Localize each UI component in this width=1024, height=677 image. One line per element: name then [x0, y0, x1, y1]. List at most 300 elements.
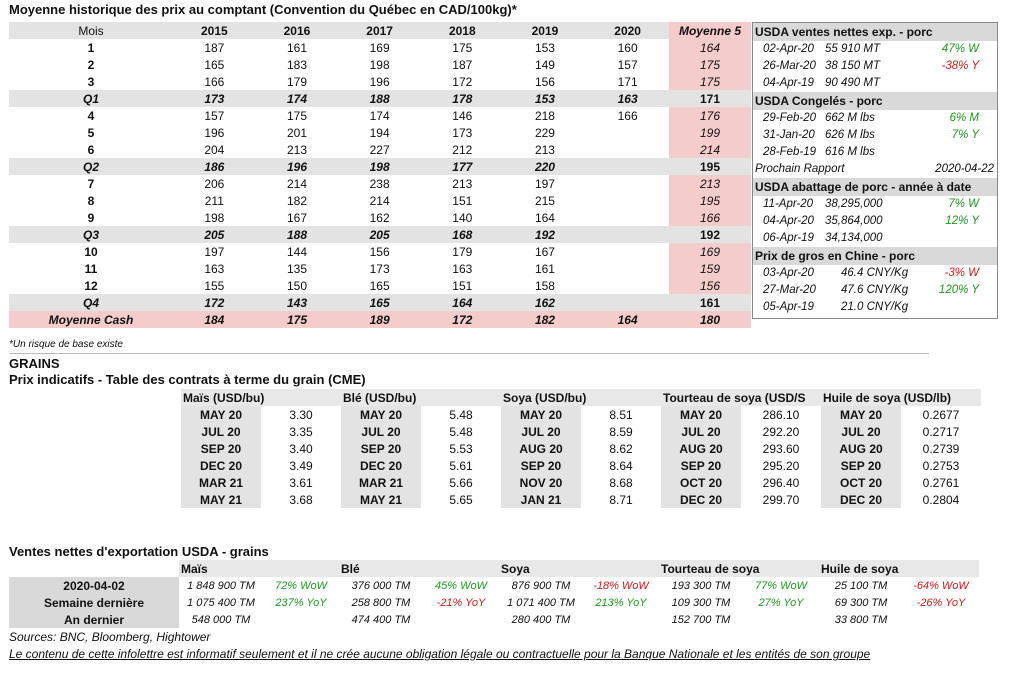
- export-row-label: An dernier: [9, 611, 179, 628]
- side-row: [753, 75, 997, 92]
- side-change: 7% Y: [951, 129, 979, 141]
- hist-cell: 196: [256, 158, 339, 175]
- futures-price: 292.20: [762, 424, 800, 439]
- side-s3-title: USDA abattage de porc - année à date: [753, 178, 997, 196]
- futures-price: 296.40: [762, 475, 800, 490]
- futures-month: OCT 20: [661, 474, 741, 491]
- side-date: 29-Feb-20: [763, 112, 817, 124]
- hist-cell: 214: [669, 141, 751, 158]
- hist-header-cell: Mois: [9, 22, 173, 39]
- futures-month: MAY 20: [181, 406, 261, 423]
- export-col-header: Blé: [339, 560, 499, 577]
- hist-cell: 198: [369, 57, 390, 72]
- hist-cell: 156: [534, 74, 555, 89]
- export-change: [263, 611, 339, 628]
- side-date: 28-Feb-19: [763, 146, 817, 158]
- futures-price: 0.2717: [922, 424, 960, 439]
- side-date: 06-Apr-19: [763, 232, 814, 244]
- hist-cell: 167: [286, 210, 307, 225]
- usda-side-box: [752, 22, 998, 319]
- futures-month: JUL 20: [661, 423, 741, 440]
- hist-cell: 153: [534, 40, 555, 55]
- hist-cell: 173: [173, 90, 256, 107]
- futures-month: DEC 20: [181, 457, 261, 474]
- futures-price: 295.20: [762, 458, 800, 473]
- hist-row: [9, 243, 751, 260]
- hist-cell: 192: [669, 226, 751, 243]
- futures-month: MAY 20: [661, 406, 741, 423]
- hist-cell: 9: [87, 210, 95, 225]
- side-value: 616 M lbs: [825, 146, 875, 158]
- futures-price: 0.2804: [922, 492, 960, 507]
- hist-cell: 195: [669, 158, 751, 175]
- futures-row: [181, 457, 981, 474]
- hist-header-cell: 2020: [586, 22, 669, 39]
- hist-cell: 205: [338, 226, 421, 243]
- side-date: 04-Apr-19: [763, 77, 814, 89]
- hist-cell: 204: [204, 142, 225, 157]
- hist-cell: 213: [286, 142, 307, 157]
- futures-price: 8.59: [609, 424, 633, 439]
- hist-cell: 188: [256, 226, 339, 243]
- hist-cell: 167: [534, 244, 555, 259]
- hist-row: [9, 260, 751, 277]
- export-volume: 1 075 400 TM: [187, 596, 255, 609]
- hist-cell: 5: [87, 125, 95, 140]
- hist-cell: 197: [204, 244, 225, 259]
- hist-cell: 163: [586, 90, 669, 107]
- hist-row: [9, 192, 751, 209]
- hist-cell: 183: [286, 57, 307, 72]
- export-volume: 376 000 TM: [351, 579, 411, 592]
- futures-col-header: Tourteau de soya (USD/S: [661, 389, 821, 406]
- side-date: 02-Apr-20: [763, 43, 814, 55]
- hist-table: [9, 22, 751, 328]
- hist-cell: 182: [286, 193, 307, 208]
- hist-row: [9, 209, 751, 226]
- hist-row: [9, 73, 751, 90]
- hist-cell: 6: [87, 142, 95, 157]
- side-row: [753, 196, 997, 213]
- futures-month: MAR 21: [341, 474, 421, 491]
- side-s4-title: Prix de gros en Chine - porc: [753, 247, 997, 265]
- hist-header-cell: 2016: [256, 22, 339, 39]
- hist-cell: 227: [369, 142, 390, 157]
- hist-cell: 151: [452, 278, 473, 293]
- hist-cell: 157: [204, 108, 225, 123]
- hist-cell: 156: [669, 277, 751, 294]
- hist-cell: 214: [286, 176, 307, 191]
- hist-cell: 10: [84, 244, 98, 259]
- futures-month: NOV 20: [501, 474, 581, 491]
- export-volume: 152 700 TM: [671, 613, 731, 626]
- hist-row: [9, 311, 751, 328]
- hist-cell: 220: [504, 158, 587, 175]
- futures-month: AUG 20: [661, 440, 741, 457]
- hist-cell: 143: [256, 294, 339, 311]
- hist-cell: [586, 209, 669, 226]
- hist-cell: Q4: [9, 294, 173, 311]
- hist-header-cell: 2015: [173, 22, 256, 39]
- side-row: [753, 282, 997, 299]
- futures-row: [181, 491, 981, 508]
- futures-col-header: Blé (USD/bu): [341, 389, 501, 406]
- futures-price: 8.68: [609, 475, 633, 490]
- hist-cell: 174: [256, 90, 339, 107]
- hist-cell: 161: [534, 261, 555, 276]
- export-change: 213% YoY: [595, 596, 647, 609]
- side-row: [753, 213, 997, 230]
- side-s1-title: USDA ventes nettes exp. - porc: [753, 23, 997, 41]
- side-date: 27-Mar-20: [763, 284, 816, 296]
- hist-cell: 195: [669, 192, 751, 209]
- hist-cell: 135: [286, 261, 307, 276]
- hist-cell: 166: [617, 108, 638, 123]
- side-change: 7% W: [948, 198, 979, 210]
- hist-cell: 8: [87, 193, 95, 208]
- futures-price: 3.68: [289, 492, 313, 507]
- hist-cell: 187: [204, 40, 225, 55]
- futures-month: SEP 20: [181, 440, 261, 457]
- futures-month: SEP 20: [501, 457, 581, 474]
- hist-cell: 213: [452, 176, 473, 191]
- hist-cell: 213: [534, 142, 555, 157]
- hist-cell: 161: [286, 40, 307, 55]
- futures-price: 8.64: [609, 458, 633, 473]
- sources: Sources: BNC, Bloomberg, Hightower: [9, 630, 211, 644]
- hist-cell: Q3: [9, 226, 173, 243]
- futures-price: 5.48: [449, 407, 473, 422]
- hist-cell: 158: [534, 278, 555, 293]
- export-change: 77% WoW: [755, 579, 807, 592]
- hist-cell: 162: [369, 210, 390, 225]
- export-volume: 258 800 TM: [351, 596, 411, 609]
- futures-title: Prix indicatifs - Table des contrats à terme du grain (CME): [9, 372, 366, 387]
- export-change: -18% WoW: [593, 579, 649, 592]
- side-value: 90 490 MT: [825, 77, 880, 89]
- hist-row: [9, 90, 751, 107]
- divider: [9, 353, 929, 354]
- hist-cell: 156: [369, 244, 390, 259]
- hist-cell: 165: [338, 294, 421, 311]
- hist-cell: 169: [369, 40, 390, 55]
- hist-row: [9, 124, 751, 141]
- hist-cell: [586, 243, 669, 260]
- hist-header-cell: 2019: [504, 22, 587, 39]
- side-value: 46.4 CNY/Kg: [841, 267, 909, 279]
- hist-cell: 172: [421, 311, 504, 328]
- footnote: *Un risque de base existe: [9, 339, 123, 350]
- side-date: 03-Apr-20: [763, 267, 814, 279]
- hist-cell: [586, 192, 669, 209]
- hist-cell: 146: [452, 108, 473, 123]
- futures-month: MAY 20: [501, 406, 581, 423]
- export-row-label: 2020-04-02: [9, 577, 179, 594]
- futures-price: 0.2761: [922, 475, 960, 490]
- side-value: 47.6 CNY/Kg: [841, 284, 909, 296]
- hist-cell: 184: [173, 311, 256, 328]
- hist-cell: 198: [204, 210, 225, 225]
- hist-row: [9, 39, 751, 56]
- side-value: 55 910 MT: [825, 43, 880, 55]
- hist-cell: 180: [669, 311, 751, 328]
- hist-cell: 1: [87, 40, 95, 55]
- hist-cell: 12: [84, 278, 98, 293]
- hist-cell: 215: [534, 193, 555, 208]
- hist-cell: 165: [369, 278, 390, 293]
- export-volume: 193 300 TM: [671, 579, 731, 592]
- futures-month: JUL 20: [821, 423, 901, 440]
- side-change: 47% W: [941, 43, 979, 55]
- hist-cell: 159: [669, 260, 751, 277]
- side-row: [753, 299, 997, 316]
- export-change: 45% WoW: [435, 579, 487, 592]
- hist-cell: 173: [369, 261, 390, 276]
- futures-price: 5.65: [449, 492, 473, 507]
- export-header-empty: [9, 560, 179, 577]
- side-change: -38% Y: [941, 60, 979, 72]
- futures-month: MAY 20: [821, 406, 901, 423]
- futures-price: 8.51: [609, 407, 633, 422]
- hist-header-cell: 2018: [421, 22, 504, 39]
- export-volume: 109 300 TM: [671, 596, 731, 609]
- futures-col-header: Soya (USD/bu): [501, 389, 661, 406]
- export-change: 237% YoY: [275, 596, 327, 609]
- hist-cell: 176: [669, 107, 751, 124]
- hist-cell: 11: [84, 261, 98, 276]
- hist-cell: [586, 141, 669, 158]
- futures-row: [181, 423, 981, 440]
- export-title: Ventes nettes d'exportation USDA - grains: [9, 544, 269, 559]
- hist-row: [9, 294, 751, 311]
- futures-month: DEC 20: [341, 457, 421, 474]
- hist-cell: 178: [421, 90, 504, 107]
- hist-cell: 163: [204, 261, 225, 276]
- futures-price: 0.2739: [922, 441, 960, 456]
- futures-month: SEP 20: [821, 457, 901, 474]
- hist-cell: 155: [204, 278, 225, 293]
- hist-row: [9, 175, 751, 192]
- hist-cell: [586, 158, 669, 175]
- hist-cell: 169: [669, 243, 751, 260]
- export-col-header: Maïs: [179, 560, 339, 577]
- hist-cell: 175: [669, 56, 751, 73]
- hist-cell: 172: [452, 74, 473, 89]
- futures-row: [181, 474, 981, 491]
- side-value: 38,295,000: [825, 198, 883, 210]
- hist-cell: 214: [369, 193, 390, 208]
- futures-price: 5.66: [449, 475, 473, 490]
- hist-row: [9, 56, 751, 73]
- export-change: [743, 611, 819, 628]
- futures-col-header: Huile de soya (USD/lb): [821, 389, 981, 406]
- hist-cell: 187: [452, 57, 473, 72]
- hist-cell: 198: [338, 158, 421, 175]
- hist-cell: 164: [669, 39, 751, 56]
- futures-price: 3.61: [289, 475, 313, 490]
- side-value: 662 M lbs: [825, 112, 875, 124]
- futures-price: 8.62: [609, 441, 633, 456]
- futures-month: AUG 20: [501, 440, 581, 457]
- hist-cell: 172: [173, 294, 256, 311]
- export-row-label: Semaine dernière: [9, 594, 179, 611]
- futures-price: 3.30: [289, 407, 313, 422]
- export-volume: 548 000 TM: [191, 613, 251, 626]
- side-value: 626 M lbs: [825, 129, 875, 141]
- hist-cell: 175: [669, 73, 751, 90]
- hist-cell: 194: [369, 125, 390, 140]
- futures-price: 5.53: [449, 441, 473, 456]
- side-value: 35,864,000: [825, 215, 883, 227]
- hist-cell: 151: [452, 193, 473, 208]
- disclaimer: Le contenu de cette infolettre est informatif seulement et il ne crée aucune obligation légale ou contractuelle pour la Banque Nationale et les entités de son groupe: [9, 647, 871, 661]
- side-change: -3% W: [944, 267, 979, 279]
- hist-cell: 218: [534, 108, 555, 123]
- hist-cell: 165: [204, 57, 225, 72]
- grains-title: GRAINS: [9, 356, 60, 371]
- hist-cell: 173: [452, 125, 473, 140]
- hist-cell: 197: [534, 176, 555, 191]
- hist-cell: 179: [286, 74, 307, 89]
- hist-cell: 175: [452, 40, 473, 55]
- hist-cell: 188: [338, 90, 421, 107]
- hist-cell: 189: [338, 311, 421, 328]
- export-volume: 1 848 900 TM: [187, 579, 255, 592]
- side-change: 120% Y: [938, 284, 979, 296]
- side-date: 11-Apr-20: [763, 198, 814, 210]
- hist-cell: 199: [669, 124, 751, 141]
- hist-cell: [586, 260, 669, 277]
- futures-month: SEP 20: [341, 440, 421, 457]
- side-value: 34,134,000: [825, 232, 883, 244]
- export-change: -21% YoY: [436, 596, 486, 609]
- futures-month: SEP 20: [661, 457, 741, 474]
- futures-header-row: [181, 389, 981, 406]
- hist-header-cell: 2017: [338, 22, 421, 39]
- futures-row: [181, 406, 981, 423]
- hist-cell: 157: [617, 57, 638, 72]
- hist-header-row: [9, 22, 751, 39]
- futures-price: 0.2753: [922, 458, 960, 473]
- futures-month: JUL 20: [181, 423, 261, 440]
- hist-row: [9, 141, 751, 158]
- export-change: [423, 611, 499, 628]
- futures-month: DEC 20: [821, 491, 901, 508]
- hist-cell: [586, 226, 669, 243]
- export-row: [9, 577, 979, 594]
- export-table: [9, 560, 979, 628]
- hist-cell: 150: [286, 278, 307, 293]
- hist-header-cell: Moyenne 5: [669, 22, 751, 39]
- futures-table: [181, 389, 981, 508]
- side-row: [753, 127, 997, 144]
- futures-price: 0.2677: [922, 407, 960, 422]
- export-volume: 33 800 TM: [834, 613, 888, 626]
- export-change: [903, 611, 979, 628]
- export-volume: 69 300 TM: [834, 596, 888, 609]
- export-row: [9, 611, 979, 628]
- export-row: [9, 594, 979, 611]
- export-change: 27% YoY: [758, 596, 804, 609]
- hist-cell: 171: [617, 74, 638, 89]
- hist-cell: 196: [204, 125, 225, 140]
- side-date: 26-Mar-20: [763, 60, 816, 72]
- futures-price: 3.35: [289, 424, 313, 439]
- futures-month: JAN 21: [501, 491, 581, 508]
- hist-cell: 175: [286, 108, 307, 123]
- export-col-header: Soya: [499, 560, 659, 577]
- futures-month: JUL 20: [501, 423, 581, 440]
- futures-price: 299.70: [762, 492, 800, 507]
- hist-row: [9, 226, 751, 243]
- hist-cell: 177: [421, 158, 504, 175]
- hist-cell: 166: [669, 209, 751, 226]
- hist-cell: 238: [369, 176, 390, 191]
- hist-cell: 171: [669, 90, 751, 107]
- hist-cell: 206: [204, 176, 225, 191]
- hist-cell: 166: [204, 74, 225, 89]
- export-volume: 876 900 TM: [511, 579, 571, 592]
- hist-cell: 2: [87, 57, 95, 72]
- side-row: [753, 41, 997, 58]
- side-value: 38 150 MT: [825, 60, 880, 72]
- side-row: [753, 58, 997, 75]
- hist-cell: 140: [452, 210, 473, 225]
- hist-cell: 164: [586, 311, 669, 328]
- hist-cell: [586, 175, 669, 192]
- hist-cell: Moyenne Cash: [9, 311, 173, 328]
- side-change: 12% Y: [945, 215, 979, 227]
- hist-cell: 162: [504, 294, 587, 311]
- futures-price: 286.10: [762, 407, 800, 422]
- futures-month: MAY 21: [181, 491, 261, 508]
- hist-cell: [586, 277, 669, 294]
- export-change: 72% WoW: [275, 579, 327, 592]
- export-volume: 280 400 TM: [511, 613, 571, 626]
- side-date: 04-Apr-20: [763, 215, 814, 227]
- hist-row: [9, 158, 751, 175]
- hist-cell: 213: [669, 175, 751, 192]
- hist-cell: 164: [421, 294, 504, 311]
- hist-cell: 212: [452, 142, 473, 157]
- export-change: -26% YoY: [916, 596, 966, 609]
- hist-title: Moyenne historique des prix au comptant (Convention du Québec en CAD/100kg)*: [9, 2, 517, 17]
- hist-cell: 192: [504, 226, 587, 243]
- hist-cell: 168: [421, 226, 504, 243]
- futures-month: DEC 20: [661, 491, 741, 508]
- futures-col-header: Maïs (USD/bu): [181, 389, 341, 406]
- export-change: -64% WoW: [913, 579, 969, 592]
- futures-price: 5.48: [449, 424, 473, 439]
- hist-cell: 4: [87, 108, 95, 123]
- hist-cell: 149: [534, 57, 555, 72]
- hist-cell: 163: [452, 261, 473, 276]
- export-change: [583, 611, 659, 628]
- futures-row: [181, 440, 981, 457]
- hist-cell: 7: [87, 176, 95, 191]
- hist-cell: 175: [256, 311, 339, 328]
- hist-row: [9, 277, 751, 294]
- export-volume: 1 071 400 TM: [507, 596, 575, 609]
- hist-cell: 160: [617, 40, 638, 55]
- export-volume: 474 400 TM: [351, 613, 411, 626]
- futures-month: MAY 20: [341, 406, 421, 423]
- futures-month: AUG 20: [821, 440, 901, 457]
- futures-price: 5.61: [449, 458, 473, 473]
- side-s2-title: USDA Congelés - porc: [753, 92, 997, 110]
- side-row: [753, 110, 997, 127]
- futures-price: 3.49: [289, 458, 313, 473]
